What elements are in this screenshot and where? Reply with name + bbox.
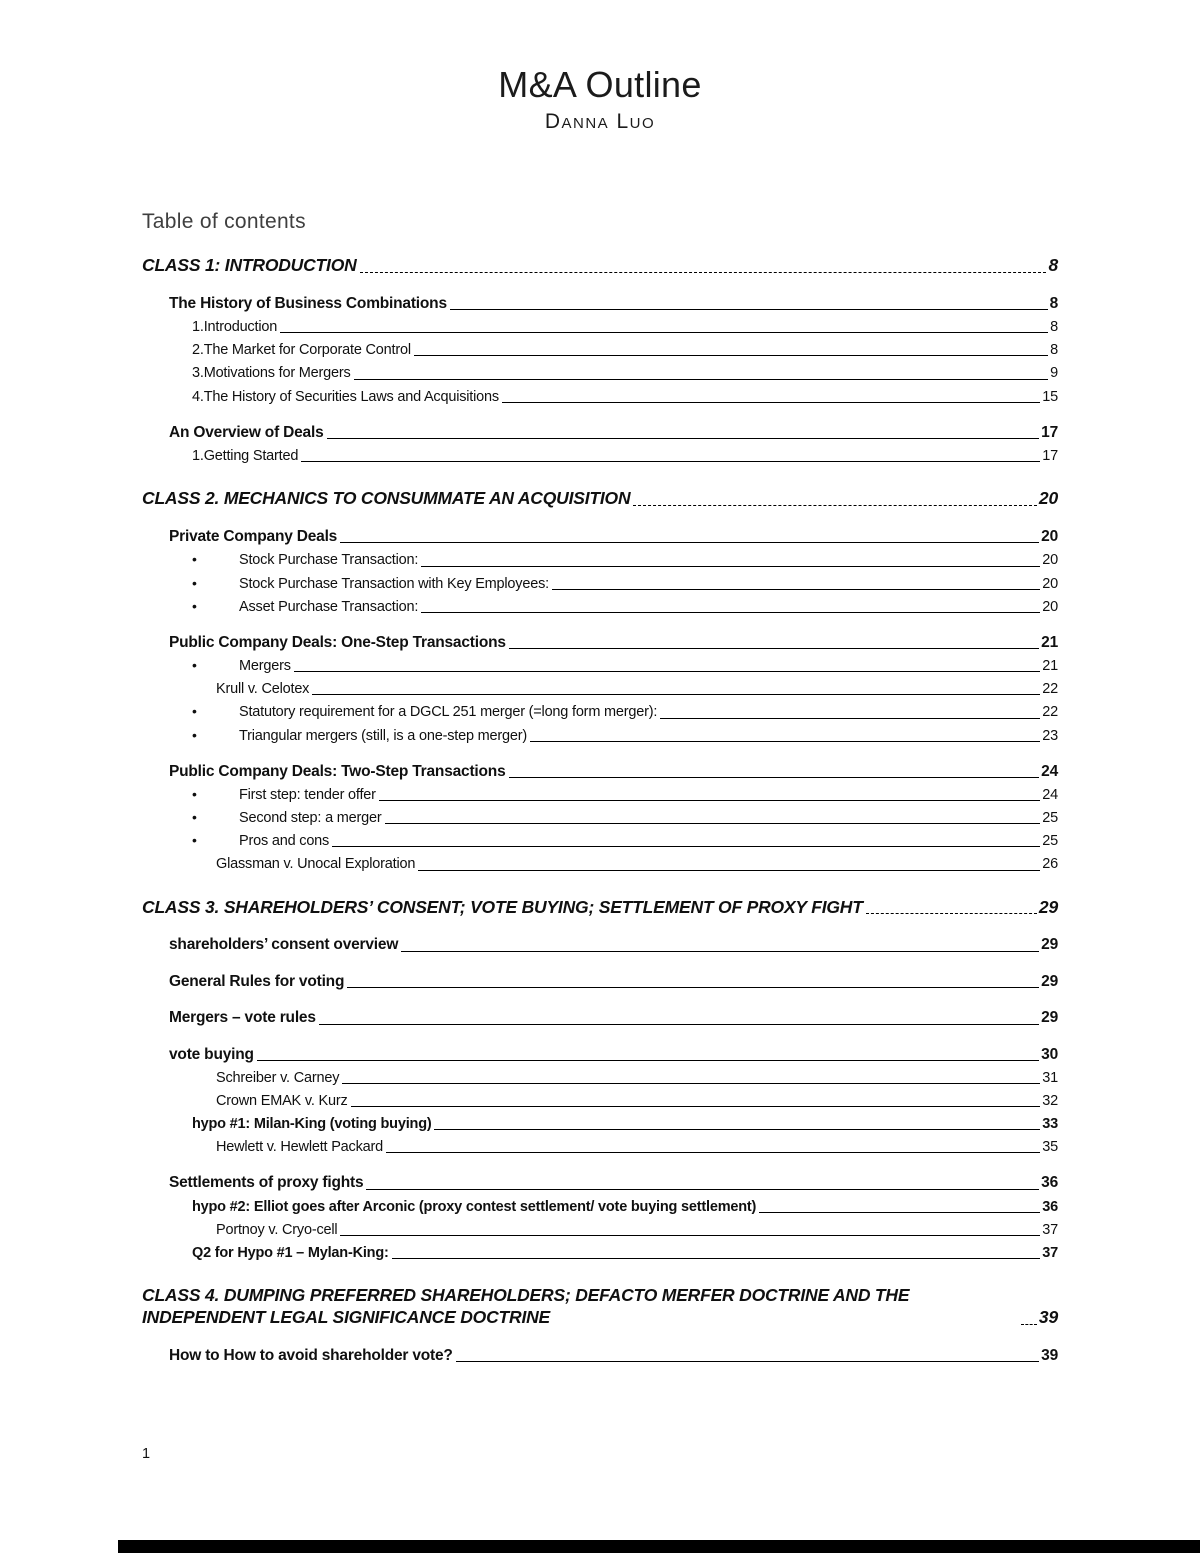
leader-line xyxy=(257,1060,1039,1061)
toc-heading: Table of contents xyxy=(142,210,306,234)
leader-line xyxy=(319,1024,1039,1025)
toc-entry[interactable] xyxy=(216,1218,1058,1241)
toc-entry-page: 33 xyxy=(1042,1116,1058,1133)
toc-entry-page: 8 xyxy=(1050,342,1058,359)
toc-entry-page: 8 xyxy=(1050,319,1058,336)
toc-entry-page: 20 xyxy=(1042,598,1058,615)
toc-entry-page: 9 xyxy=(1050,365,1058,382)
toc-entry-label: How to How to avoid shareholder vote? xyxy=(169,1346,453,1364)
toc-entry-label: Hewlett v. Hewlett Packard xyxy=(216,1139,383,1156)
toc-entry-page: 29 xyxy=(1041,1009,1058,1027)
toc-entry-label: An Overview of Deals xyxy=(169,423,324,441)
leader-line xyxy=(340,542,1039,543)
toc-entry-label: 1.Introduction xyxy=(192,319,278,336)
leader-line xyxy=(392,1258,1041,1259)
toc-entry[interactable] xyxy=(192,1113,1058,1136)
toc-entry-label: Stock Purchase Transaction: xyxy=(239,552,419,569)
leader-line xyxy=(414,355,1048,356)
toc-entry-label: 3.Motivations for Mergers xyxy=(192,365,351,382)
toc-entry-page: 35 xyxy=(1042,1139,1058,1156)
toc-entry-page: 21 xyxy=(1041,633,1058,651)
toc-entry-page: 24 xyxy=(1041,762,1058,780)
bullet-icon xyxy=(192,657,239,675)
toc-entry[interactable] xyxy=(192,1195,1058,1218)
leader-line xyxy=(379,800,1040,801)
toc-entry[interactable] xyxy=(192,445,1058,468)
leader-line xyxy=(418,870,1040,871)
toc-entry-page: 29 xyxy=(1041,972,1058,990)
leader-line xyxy=(386,1152,1040,1153)
toc-entry[interactable] xyxy=(192,724,1058,747)
toc-entry[interactable] xyxy=(192,362,1058,385)
toc-entry-page: 31 xyxy=(1042,1069,1058,1086)
footer-page-number: 1 xyxy=(142,1446,151,1462)
document-author: Danna Luo xyxy=(544,110,656,134)
toc-entry[interactable] xyxy=(216,1090,1058,1113)
toc-entry-label: Public Company Deals: Two-Step Transactions xyxy=(169,762,506,780)
toc-entry[interactable] xyxy=(192,595,1058,618)
bullet-icon xyxy=(192,809,239,827)
leader-line xyxy=(312,694,1040,695)
leader-line xyxy=(351,1106,1041,1107)
toc-entry-label: Mergers xyxy=(239,658,291,675)
toc-entry[interactable] xyxy=(216,1066,1058,1089)
leader-line xyxy=(301,461,1040,462)
toc-entry-page: 37 xyxy=(1042,1245,1058,1262)
leader-line xyxy=(360,272,1047,273)
toc-entry-page: 20 xyxy=(1042,552,1058,569)
leader-line xyxy=(340,1235,1040,1236)
toc-entry-page: 29 xyxy=(1041,936,1058,954)
leader-line xyxy=(456,1361,1039,1362)
toc-entry[interactable] xyxy=(192,316,1058,339)
toc-entry-label: Mergers – vote rules xyxy=(169,1009,316,1027)
toc-entry-page: 23 xyxy=(1042,727,1058,744)
toc-entry-page: 22 xyxy=(1042,704,1058,721)
toc-entry-label: hypo #1: Milan-King (voting buying) xyxy=(192,1116,432,1133)
toc-entry-page: 20 xyxy=(1038,488,1058,509)
leader-line xyxy=(347,987,1039,988)
toc-entry[interactable] xyxy=(142,894,1058,921)
bullet-icon xyxy=(192,727,239,745)
toc-entry-label: The History of Business Combinations xyxy=(169,294,447,312)
toc-entry-label: Triangular mergers (still, is a one-step merger) xyxy=(239,727,528,744)
bullet-icon xyxy=(192,786,239,804)
bottom-bar xyxy=(118,1540,1200,1553)
leader-line xyxy=(421,612,1040,613)
toc-entry-page: 36 xyxy=(1042,1198,1058,1215)
leader-line xyxy=(633,505,1037,506)
toc-entry-page: 30 xyxy=(1041,1045,1058,1063)
leader-line xyxy=(401,951,1039,952)
toc-entry[interactable] xyxy=(142,252,1058,279)
toc-entry[interactable] xyxy=(142,1283,1058,1332)
toc-entry-page: 20 xyxy=(1042,575,1058,592)
toc-entry[interactable] xyxy=(169,1006,1058,1030)
toc-entry[interactable] xyxy=(192,572,1058,595)
toc-entry-label: Asset Purchase Transaction: xyxy=(239,598,419,615)
toc-entry-label: 2.The Market for Corporate Control xyxy=(192,342,411,359)
document-title: M&A Outline xyxy=(498,64,702,105)
leader-line xyxy=(280,332,1048,333)
toc-entry[interactable] xyxy=(192,385,1058,408)
leader-line xyxy=(327,438,1040,439)
toc-entry-page: 17 xyxy=(1042,448,1058,465)
toc-entry-page: 29 xyxy=(1038,896,1058,917)
leader-line xyxy=(509,648,1039,649)
toc-entry[interactable] xyxy=(192,1242,1058,1265)
toc-entry-page: 32 xyxy=(1042,1093,1058,1110)
toc-entry[interactable] xyxy=(192,549,1058,572)
bullet-icon xyxy=(192,551,239,569)
bullet-icon xyxy=(192,703,239,721)
toc-entry-page: 39 xyxy=(1038,1307,1058,1328)
toc-entry[interactable] xyxy=(169,759,1058,783)
leader-line xyxy=(866,913,1037,914)
leader-line xyxy=(552,589,1040,590)
leader-line xyxy=(502,402,1040,403)
toc-entry[interactable] xyxy=(169,1343,1058,1367)
toc-entry-label: Glassman v. Unocal Exploration xyxy=(216,856,416,873)
toc-entry-label: Second step: a merger xyxy=(239,810,382,827)
toc-entry-page: 37 xyxy=(1042,1221,1058,1238)
toc-entry-page: 21 xyxy=(1042,658,1058,675)
toc-entry-label: Q2 for Hypo #1 – Mylan-King: xyxy=(192,1245,389,1262)
toc-entry-page: 39 xyxy=(1041,1346,1058,1364)
toc-entry-label: General Rules for voting xyxy=(169,972,345,990)
toc-entry-label: 4.The History of Securities Laws and Acquisitions xyxy=(192,388,499,405)
leader-line xyxy=(1021,1324,1037,1325)
toc-entry-page: 25 xyxy=(1042,833,1058,850)
toc-entry-page: 24 xyxy=(1042,787,1058,804)
toc-entry[interactable] xyxy=(169,933,1058,957)
toc-entry-label: Settlements of proxy fights xyxy=(169,1174,364,1192)
toc-entry[interactable] xyxy=(192,339,1058,362)
toc-entry[interactable] xyxy=(192,830,1058,853)
toc-entry-page: 22 xyxy=(1042,681,1058,698)
leader-line xyxy=(332,846,1040,847)
toc-entry-label: Portnoy v. Cryo-cell xyxy=(216,1221,338,1238)
toc-entry-label: Crown EMAK v. Kurz xyxy=(216,1093,348,1110)
toc-entry[interactable] xyxy=(216,853,1058,876)
leader-line xyxy=(434,1129,1040,1130)
toc-entry-label: shareholders’ consent overview xyxy=(169,936,399,954)
leader-line xyxy=(342,1083,1040,1084)
toc-entry-page: 8 xyxy=(1048,254,1058,275)
toc-entry-label: Pros and cons xyxy=(239,833,330,850)
toc-entry-label: Schreiber v. Carney xyxy=(216,1069,340,1086)
toc-entry[interactable] xyxy=(169,420,1058,444)
toc-entry-label: Public Company Deals: One-Step Transactions xyxy=(169,633,506,651)
toc-entry-label: Stock Purchase Transaction with Key Employees: xyxy=(239,575,549,592)
toc-entry[interactable] xyxy=(192,784,1058,807)
toc-entry-label: Private Company Deals xyxy=(169,528,338,546)
toc-entry[interactable] xyxy=(169,1042,1058,1066)
toc-entry-page: 36 xyxy=(1041,1174,1058,1192)
toc-entry[interactable] xyxy=(169,525,1058,549)
leader-line xyxy=(450,309,1048,310)
toc-entry-label: CLASS 2. MECHANICS TO CONSUMMATE AN ACQUISITION xyxy=(142,488,631,509)
toc-entry[interactable] xyxy=(169,291,1058,315)
toc-list xyxy=(142,252,1058,1367)
toc-entry-page: 25 xyxy=(1042,810,1058,827)
toc-entry[interactable] xyxy=(169,1171,1058,1195)
toc-entry-page: 8 xyxy=(1049,294,1058,312)
toc-entry-label: First step: tender offer xyxy=(239,787,376,804)
leader-line xyxy=(660,718,1040,719)
toc-entry-label: vote buying xyxy=(169,1045,254,1063)
leader-line xyxy=(759,1212,1040,1213)
toc-entry-page: 17 xyxy=(1041,423,1058,441)
toc-entry-label: Krull v. Celotex xyxy=(216,681,310,698)
toc-entry[interactable] xyxy=(216,1136,1058,1159)
toc-entry[interactable] xyxy=(192,701,1058,724)
leader-line xyxy=(294,671,1040,672)
toc-entry-page: 15 xyxy=(1042,388,1058,405)
leader-line xyxy=(421,566,1040,567)
toc-entry-label: hypo #2: Elliot goes after Arconic (proxy contest settlement/ vote buying settlement) xyxy=(192,1198,757,1215)
bullet-icon xyxy=(192,575,239,593)
toc-entry-label: Statutory requirement for a DGCL 251 merger (=long form merger): xyxy=(239,704,658,721)
bullet-icon xyxy=(192,598,239,616)
leader-line xyxy=(509,777,1040,778)
toc-entry[interactable] xyxy=(169,969,1058,993)
toc-entry-label: CLASS 1: INTRODUCTION xyxy=(142,254,357,275)
toc-entry-page: 20 xyxy=(1041,528,1058,546)
toc-entry-page: 26 xyxy=(1042,856,1058,873)
leader-line xyxy=(385,823,1041,824)
toc-entry-label: CLASS 4. DUMPING PREFERRED SHAREHOLDERS; DEFACTO MERFER DOCTRINE AND THE INDEPENDENT LEGAL SIGNIFICANCE DOCTRINE xyxy=(142,1285,910,1328)
toc-entry[interactable] xyxy=(216,678,1058,701)
leader-line xyxy=(354,379,1049,380)
toc-entry[interactable] xyxy=(169,630,1058,654)
leader-line xyxy=(366,1189,1039,1190)
toc-entry[interactable] xyxy=(142,486,1058,513)
bullet-icon xyxy=(192,832,239,850)
toc-entry[interactable] xyxy=(192,655,1058,678)
toc-entry-label: CLASS 3. SHAREHOLDERS’ CONSENT; VOTE BUYING; SETTLEMENT OF PROXY FIGHT xyxy=(142,896,863,917)
toc-entry[interactable] xyxy=(192,807,1058,830)
leader-line xyxy=(530,741,1040,742)
toc-entry-label: 1.Getting Started xyxy=(192,448,299,465)
